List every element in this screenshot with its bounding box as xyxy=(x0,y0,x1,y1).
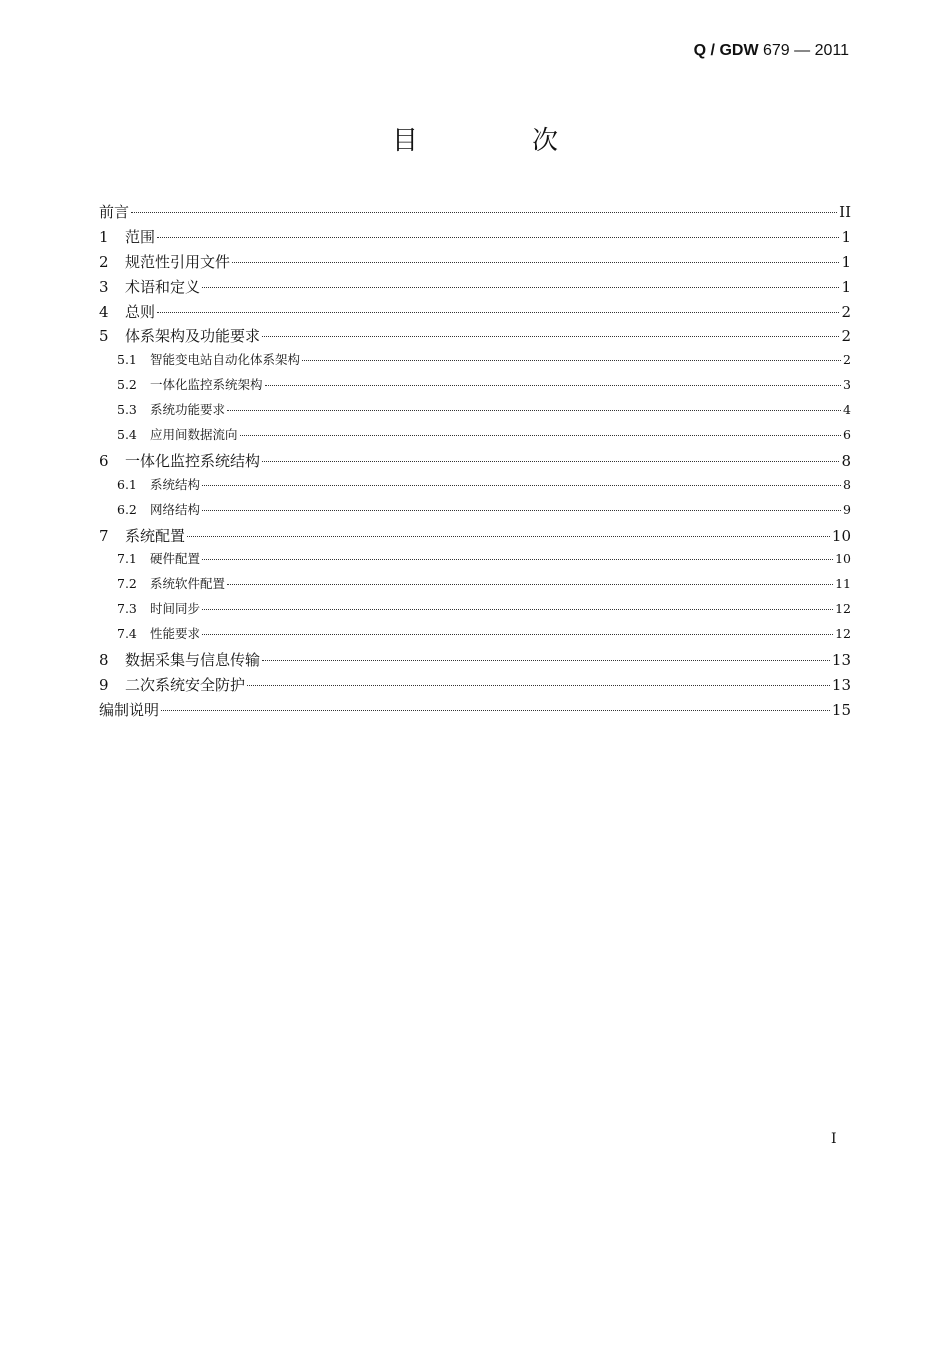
toc-dot-leader xyxy=(227,584,833,585)
toc-entry-page: 12 xyxy=(835,601,851,617)
toc-entry-number: 7.2 xyxy=(117,576,137,592)
toc-entry-page: 1 xyxy=(841,227,851,246)
toc-entry[interactable] xyxy=(99,599,851,624)
toc-entry-number: 7.3 xyxy=(117,601,137,617)
toc-dot-leader xyxy=(265,385,842,386)
toc-dot-leader xyxy=(247,685,830,686)
toc-dot-leader xyxy=(202,287,839,288)
toc-entry-number: 5.4 xyxy=(117,427,137,443)
toc-title: 目 次 xyxy=(391,126,602,156)
toc-dot-leader xyxy=(157,237,839,238)
toc-entry[interactable] xyxy=(99,350,851,375)
toc-entry-page: 12 xyxy=(835,626,851,642)
toc-entry-page: 9 xyxy=(843,501,851,517)
toc-dot-leader xyxy=(262,461,839,462)
toc-entry-number: 6 xyxy=(99,451,109,470)
toc-entry-label: 一体化监控系统结构 xyxy=(125,451,261,470)
toc-entry-label: 系统软件配置 xyxy=(150,576,226,592)
toc-entry-label: 网络结构 xyxy=(150,501,201,517)
toc-entry-page: II xyxy=(839,203,851,221)
toc-entry-label: 前言 xyxy=(99,203,130,221)
toc-entry[interactable] xyxy=(99,400,851,425)
toc-entry[interactable] xyxy=(99,201,851,226)
toc-entry-number: 3 xyxy=(99,277,109,296)
toc-entry-label: 编制说明 xyxy=(99,700,160,719)
toc-entry[interactable] xyxy=(99,674,851,699)
table-of-contents xyxy=(99,201,851,724)
toc-dot-leader xyxy=(202,609,833,610)
toc-entry[interactable] xyxy=(99,549,851,574)
toc-entry-number: 8 xyxy=(99,651,109,670)
toc-entry-page: 2 xyxy=(841,327,851,346)
toc-entry[interactable] xyxy=(99,276,851,301)
toc-dot-leader xyxy=(202,559,833,560)
document-code xyxy=(694,42,849,60)
toc-entry[interactable] xyxy=(99,475,851,500)
toc-dot-leader xyxy=(302,360,841,361)
toc-entry-page: 11 xyxy=(835,576,851,592)
toc-entry-label: 一体化监控系统架构 xyxy=(150,377,263,393)
toc-entry-number: 5.3 xyxy=(117,402,137,418)
toc-dot-leader xyxy=(202,634,833,635)
toc-entry-label: 范围 xyxy=(125,227,156,246)
toc-entry-label: 性能要求 xyxy=(150,626,201,642)
toc-entry-page: 15 xyxy=(831,700,851,719)
toc-dot-leader xyxy=(187,536,830,537)
toc-entry[interactable] xyxy=(99,375,851,400)
toc-entry-label: 应用间数据流向 xyxy=(150,427,238,443)
toc-entry-label: 规范性引用文件 xyxy=(125,252,231,271)
toc-dot-leader xyxy=(262,336,839,337)
toc-entry-page: 13 xyxy=(831,651,851,670)
toc-entry[interactable] xyxy=(99,699,851,724)
toc-entry-page: 1 xyxy=(841,277,851,296)
toc-entry-number: 1 xyxy=(99,227,109,246)
toc-entry-label: 体系架构及功能要求 xyxy=(125,327,261,346)
toc-entry-number: 9 xyxy=(99,675,109,694)
toc-entry-label: 术语和定义 xyxy=(125,277,201,296)
toc-entry[interactable] xyxy=(99,251,851,276)
toc-entry-label: 系统功能要求 xyxy=(150,402,226,418)
toc-entry-number: 6.2 xyxy=(117,501,137,517)
toc-dot-leader xyxy=(202,485,841,486)
toc-entry-label: 硬件配置 xyxy=(150,551,201,567)
toc-entry-number: 7 xyxy=(99,526,109,545)
toc-entry-number: 5 xyxy=(99,327,109,346)
toc-entry-page: 10 xyxy=(835,551,851,567)
toc-entry-label: 系统结构 xyxy=(150,476,201,492)
toc-entry-number: 6.1 xyxy=(117,476,137,492)
toc-entry-label: 智能变电站自动化体系架构 xyxy=(150,352,301,368)
toc-entry[interactable] xyxy=(99,525,851,550)
toc-entry-label: 总则 xyxy=(125,302,156,321)
toc-entry-page: 2 xyxy=(843,352,851,368)
page-number: I xyxy=(831,1131,837,1147)
toc-entry[interactable] xyxy=(99,226,851,251)
toc-entry[interactable] xyxy=(99,500,851,525)
toc-entry-page: 4 xyxy=(843,402,851,418)
toc-entry-number: 5.2 xyxy=(117,377,137,393)
toc-entry-page: 3 xyxy=(843,377,851,393)
toc-entry-number: 5.1 xyxy=(117,352,137,368)
toc-dot-leader xyxy=(161,710,830,711)
toc-dot-leader xyxy=(232,262,839,263)
toc-entry-page: 8 xyxy=(841,451,851,470)
toc-entry[interactable] xyxy=(99,624,851,649)
toc-entry-label: 数据采集与信息传输 xyxy=(125,651,261,670)
toc-dot-leader xyxy=(202,510,841,511)
toc-entry[interactable] xyxy=(99,325,851,350)
toc-entry-page: 13 xyxy=(831,675,851,694)
toc-entry-page: 2 xyxy=(841,302,851,321)
toc-dot-leader xyxy=(157,312,839,313)
toc-entry[interactable] xyxy=(99,450,851,475)
toc-entry[interactable] xyxy=(99,301,851,326)
document-code-prefix: Q / GDW xyxy=(693,42,759,59)
toc-entry-number: 4 xyxy=(99,302,109,321)
toc-dot-leader xyxy=(227,410,841,411)
toc-entry-page: 8 xyxy=(843,476,851,492)
toc-entry-number: 7.4 xyxy=(117,626,137,642)
toc-entry-page: 1 xyxy=(841,252,851,271)
toc-entry-number: 7.1 xyxy=(117,551,137,567)
toc-entry[interactable] xyxy=(99,574,851,599)
toc-entry-number: 2 xyxy=(99,252,109,271)
toc-dot-leader xyxy=(131,212,837,213)
toc-dot-leader xyxy=(240,435,842,436)
toc-entry-label: 时间同步 xyxy=(150,601,201,617)
toc-entry[interactable] xyxy=(99,425,851,450)
toc-dot-leader xyxy=(262,660,830,661)
toc-entry[interactable] xyxy=(99,649,851,674)
toc-entry-page: 10 xyxy=(831,526,851,545)
toc-entry-page: 6 xyxy=(843,427,851,443)
toc-entry-label: 系统配置 xyxy=(125,526,186,545)
toc-entry-label: 二次系统安全防护 xyxy=(125,675,246,694)
document-code-number: 679 — 2011 xyxy=(763,42,849,59)
